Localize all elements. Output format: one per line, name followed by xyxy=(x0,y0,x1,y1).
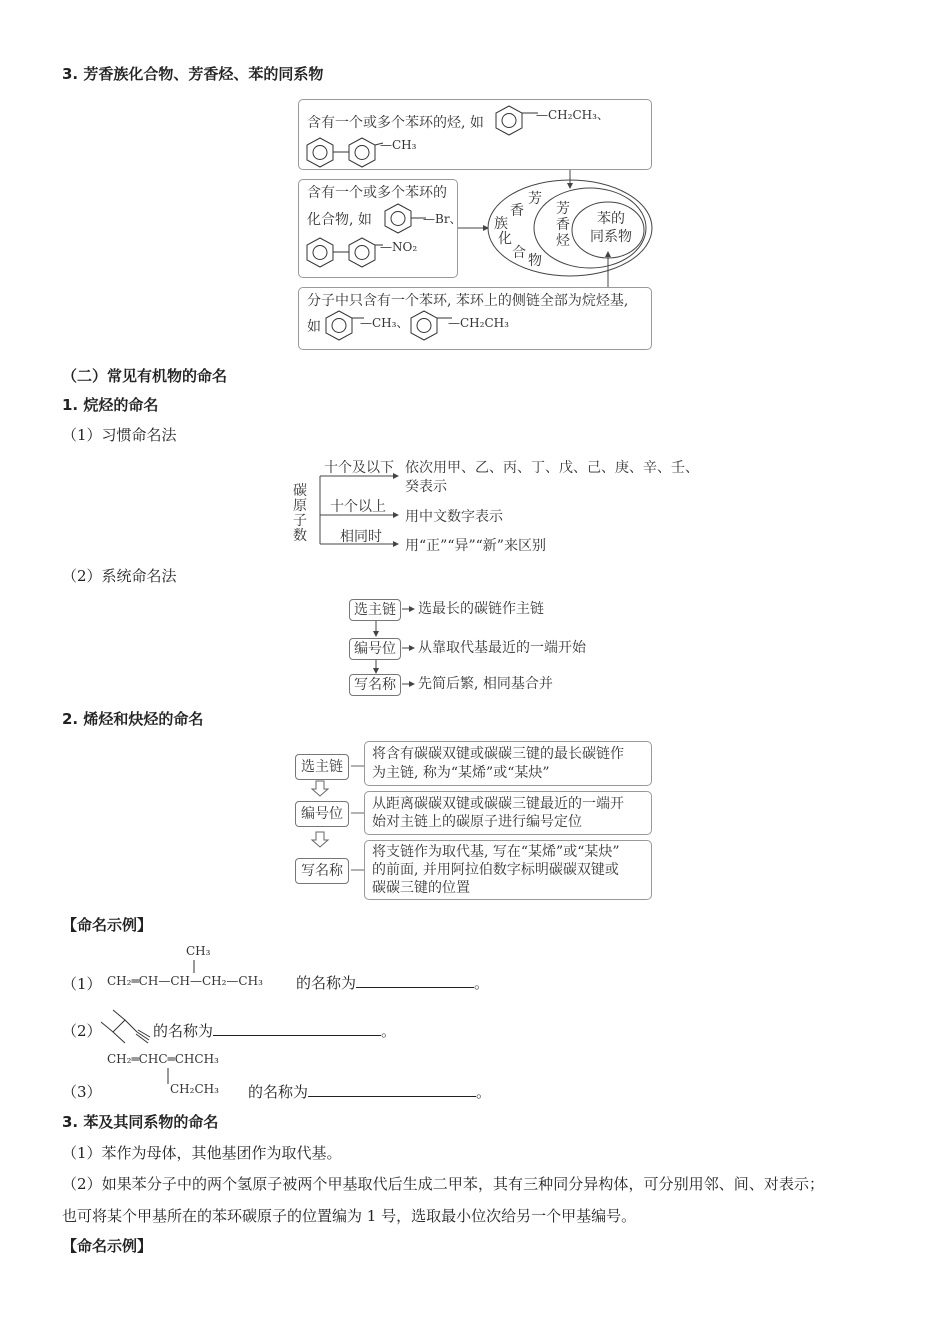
alkene-step-number: 编号位 xyxy=(295,801,349,827)
example-3-answer-blank[interactable] xyxy=(308,1082,476,1097)
outer-char-1: 芳 xyxy=(528,191,542,207)
mid-char-2: 香 xyxy=(556,217,570,233)
step-select-chain-text: 选最长的碳链作主链 xyxy=(418,601,544,617)
example-1-end: 。 xyxy=(474,974,490,992)
example-1-formula: CH₂═CH—CH—CH₂—CH₃ xyxy=(107,974,263,988)
mid-char-1: 芳 xyxy=(556,201,570,217)
outer-char-4: 化 xyxy=(498,231,512,247)
example-3-suffix-text: 的名称为 xyxy=(248,1083,309,1101)
alkene-step-write-line1: 将支链作为取代基, 写在“某烯”或“某炔” xyxy=(372,844,620,860)
outer-char-3: 族 xyxy=(494,216,508,232)
outer-char-6: 物 xyxy=(528,253,542,269)
example-3-number: （3） xyxy=(62,1083,102,1101)
branch2-text: 用中文数字表示 xyxy=(405,509,503,525)
box2-no2-label: —NO₂ xyxy=(380,240,418,254)
benzene-para-2a: （2）如果苯分子中的两个氢原子被两个甲基取代后生成二甲苯，其有三种同分异构体，可分别用邻、间、对表示； xyxy=(62,1175,825,1193)
alkene-step-number-line2: 始对主链上的碳原子进行编号定位 xyxy=(372,814,582,830)
step-select-chain: 选主链 xyxy=(349,599,401,621)
box1-line1: 含有一个或多个苯环的烃, 如 xyxy=(307,115,484,131)
branch1-label: 十个及以下 xyxy=(324,460,394,476)
example-2-number: （2） xyxy=(62,1022,102,1040)
box3-c2h5-label: —CH₂CH₃ xyxy=(448,316,509,330)
benzene-naming-title: 3. 苯及其同系物的命名 xyxy=(62,1113,219,1131)
section-title-aromatic: 3. 芳香族化合物、芳香烃、苯的同系物 xyxy=(62,65,324,83)
example-3-suffix xyxy=(248,1082,491,1102)
example-1-answer-blank[interactable] xyxy=(356,973,474,988)
box2-line1: 含有一个或多个苯环的 xyxy=(307,185,447,201)
benzene-para-2b: 也可将某个甲基所在的苯环碳原子的位置编为 1 号，选取最小位次给另一个甲基编号。 xyxy=(62,1207,637,1225)
example-1-suffix xyxy=(296,973,489,993)
alkene-step-write: 写名称 xyxy=(295,858,349,884)
box3-line1: 分子中只含有一个苯环, 苯环上的侧链全部为烷烃基, xyxy=(307,293,629,309)
branch1-text-2: 癸表示 xyxy=(405,479,447,495)
example-2-end: 。 xyxy=(381,1022,397,1040)
alkene-step-write-line2: 的前面, 并用阿拉伯数字标明碳碳双键或 xyxy=(372,862,619,878)
example-1-ch3: CH₃ xyxy=(186,944,211,958)
box1-ethyl-label: —CH₂CH₃、 xyxy=(536,108,609,122)
inner-label-2: 同系物 xyxy=(590,229,632,245)
step-write-name: 写名称 xyxy=(349,674,401,696)
alkene-step-select: 选主链 xyxy=(295,754,349,780)
example-2-suffix-text: 的名称为 xyxy=(153,1022,214,1040)
box3-line2: 如 xyxy=(307,319,321,335)
alkene-step-write-line3: 碳碳三键的位置 xyxy=(372,880,470,896)
example-2-answer-blank[interactable] xyxy=(213,1021,381,1036)
example-3-branch: CH₂CH₃ xyxy=(170,1082,219,1096)
system-naming-title: （2）系统命名法 xyxy=(62,567,177,585)
habit-naming-title: （1）习惯命名法 xyxy=(62,426,177,444)
section-title-naming: （二）常见有机物的命名 xyxy=(62,367,228,385)
alkene-naming-title: 2. 烯烃和炔烃的命名 xyxy=(62,710,204,728)
branch2-label: 十个以上 xyxy=(330,499,386,515)
root-char-3: 子 xyxy=(293,513,307,529)
benzene-para-1: （1）苯作为母体，其他基团作为取代基。 xyxy=(62,1144,342,1162)
example-1-number: （1） xyxy=(62,975,102,993)
alkane-naming-title: 1. 烷烃的命名 xyxy=(62,396,159,414)
root-char-1: 碳 xyxy=(293,483,307,499)
example-1-suffix-text: 的名称为 xyxy=(296,974,357,992)
step-write-name-text: 先简后繁, 相同基合并 xyxy=(418,676,553,692)
outer-char-2: 香 xyxy=(510,203,524,219)
step-number: 编号位 xyxy=(349,638,401,660)
root-char-2: 原 xyxy=(293,498,307,514)
step-number-text: 从靠取代基最近的一端开始 xyxy=(418,640,586,656)
mid-char-3: 烃 xyxy=(556,233,570,249)
inner-label-1: 苯的 xyxy=(597,211,625,227)
box2-line2: 化合物, 如 xyxy=(307,212,372,228)
branch3-label: 相同时 xyxy=(340,529,382,545)
example-title: 【命名示例】 xyxy=(62,916,153,934)
branch3-text: 用“正”“异”“新”来区别 xyxy=(405,538,546,554)
outer-char-5: 合 xyxy=(512,245,526,261)
alkene-step-select-line2: 为主链, 称为“某烯”或“某炔” xyxy=(372,765,550,781)
alkene-step-number-line1: 从距离碳碳双键或碳碳三键最近的一端开 xyxy=(372,796,624,812)
example-3-end: 。 xyxy=(476,1083,492,1101)
branch1-text-1: 依次用甲、乙、丙、丁、戊、己、庚、辛、壬、 xyxy=(405,460,699,476)
example-3-formula: CH₂═CHC═CHCH₃ xyxy=(107,1052,219,1066)
example-title-2: 【命名示例】 xyxy=(62,1237,153,1255)
box2-br-label: —Br、 xyxy=(423,212,462,226)
box1-methyl-label: —CH₃ xyxy=(380,138,417,152)
alkene-step-select-line1: 将含有碳碳双键或碳碳三键的最长碳链作 xyxy=(372,746,624,762)
box3-ch3-label: —CH₃、 xyxy=(360,316,409,330)
example-2-suffix xyxy=(153,1021,396,1041)
root-char-4: 数 xyxy=(293,528,307,544)
